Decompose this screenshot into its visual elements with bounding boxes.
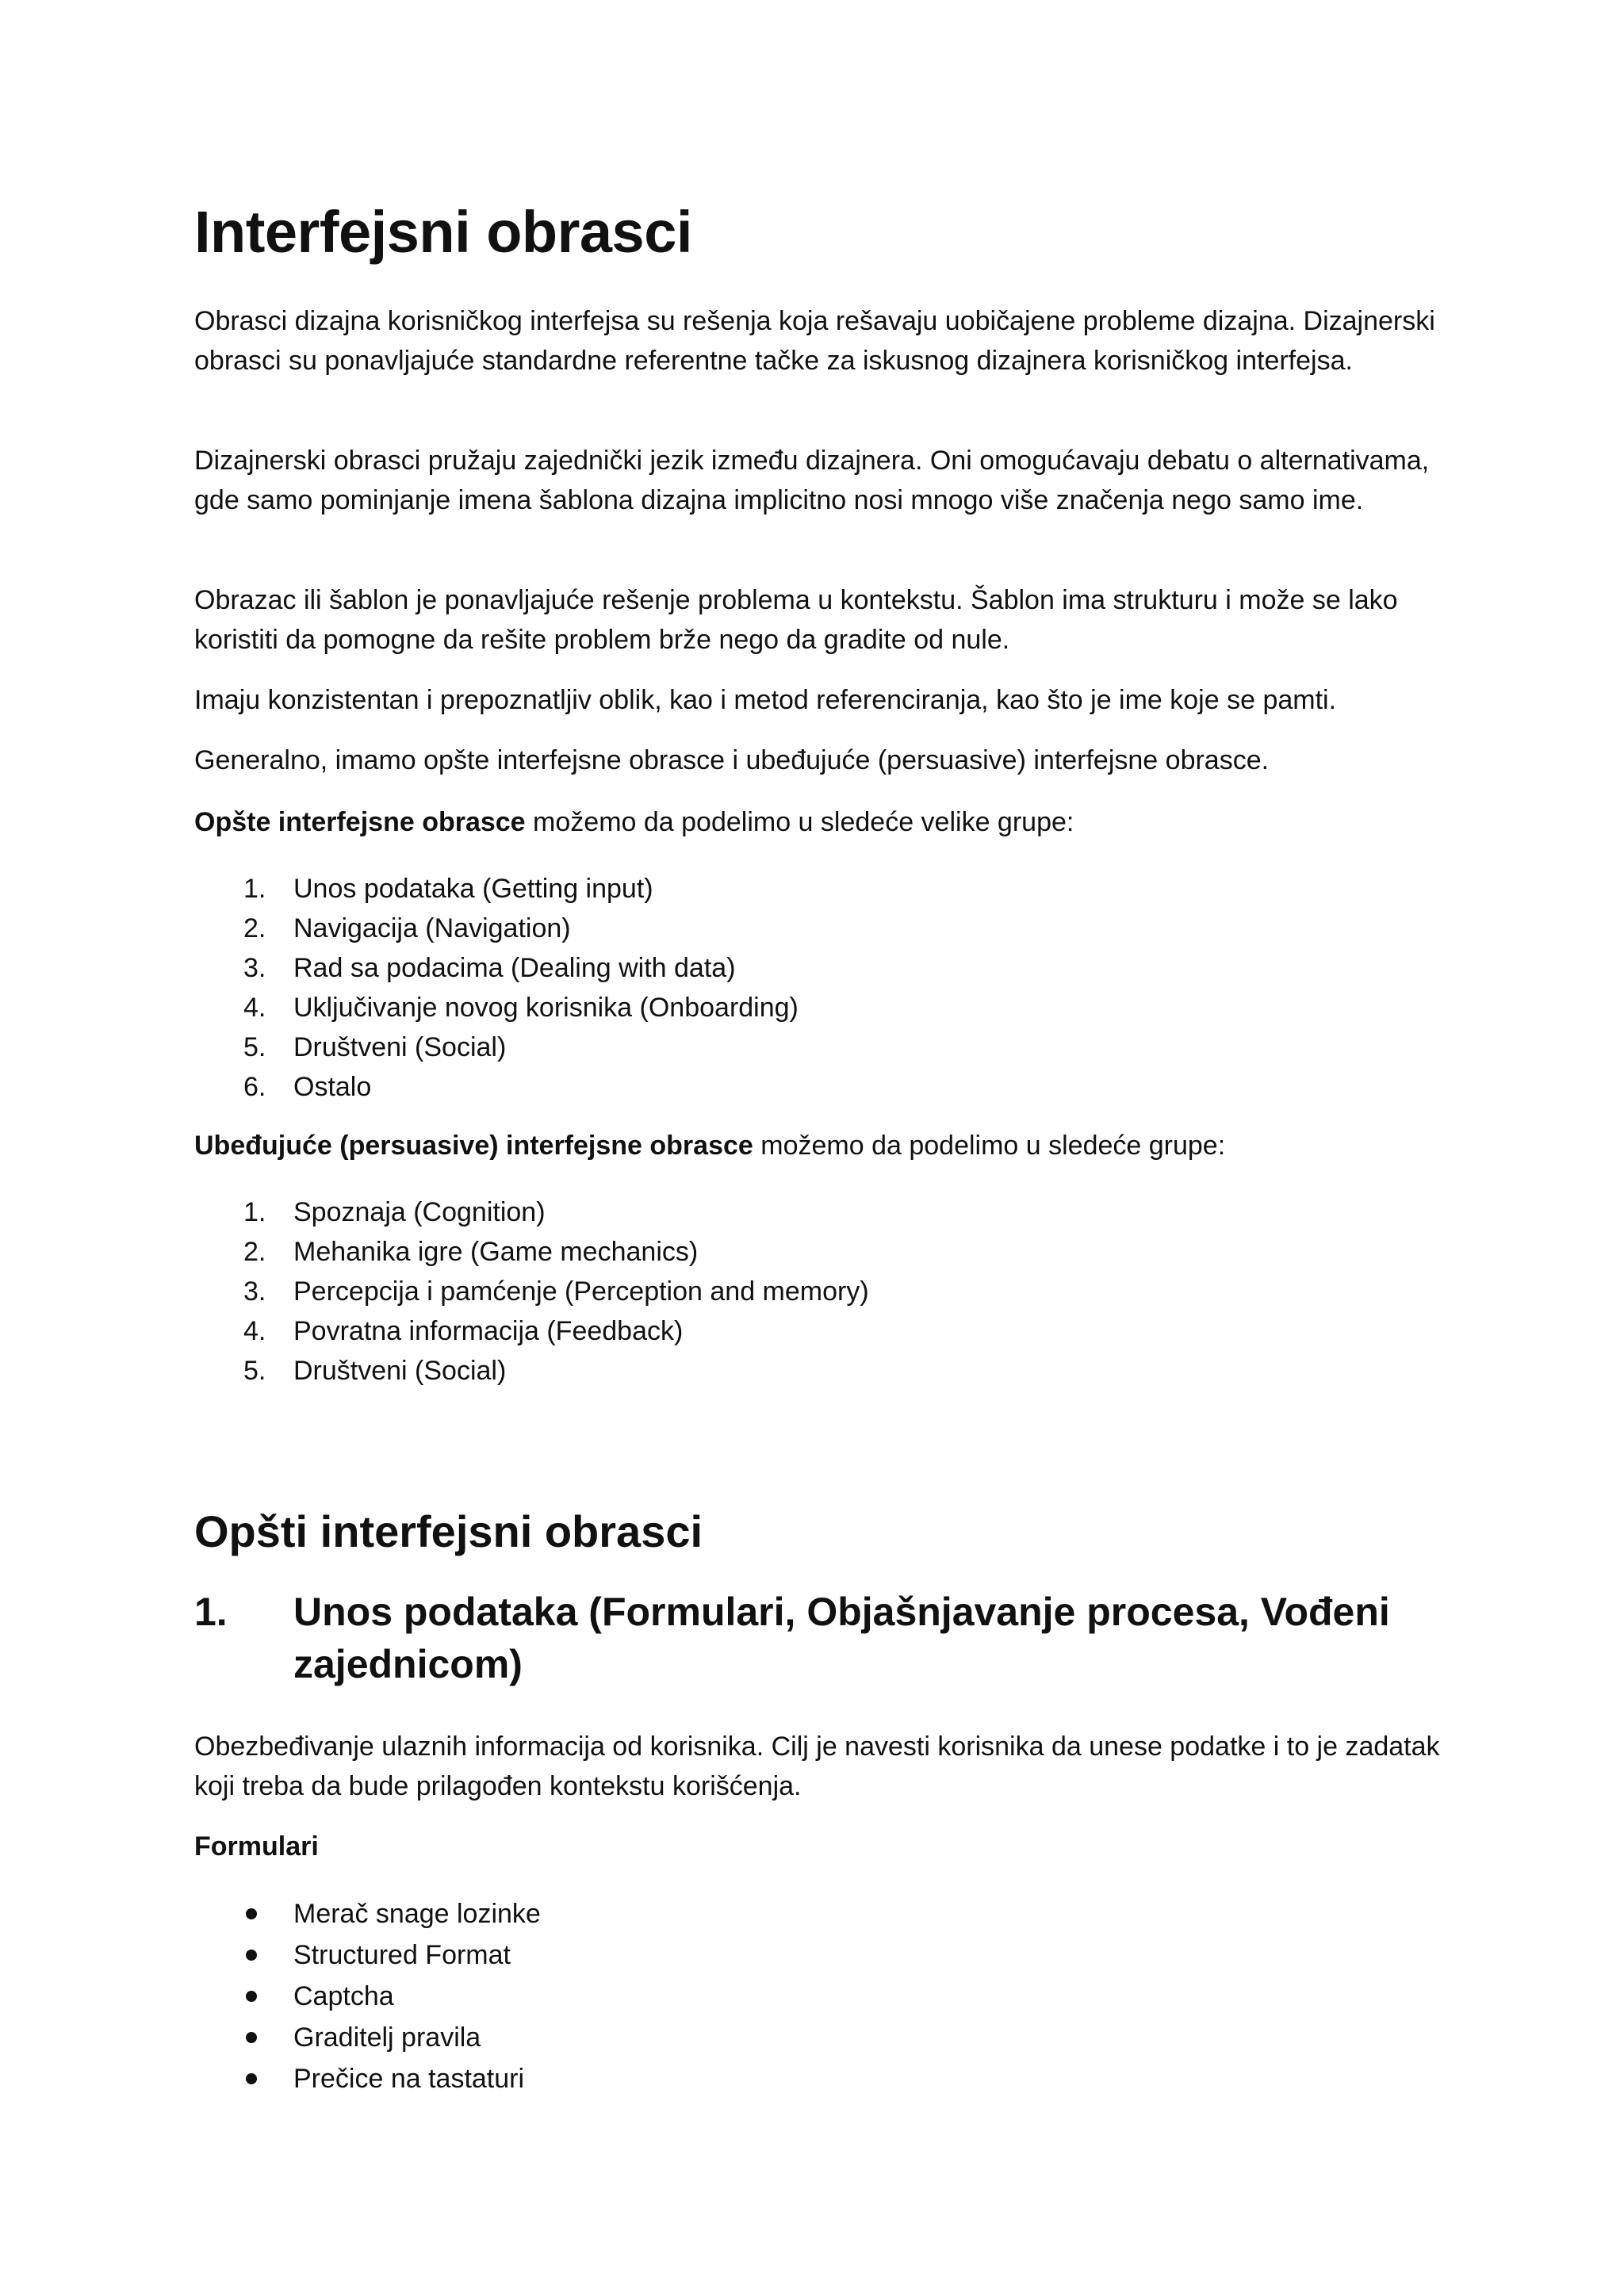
intro-paragraph-2: Dizajnerski obrasci pružaju zajednički jezik između dizajnera. Oni omogućavaju debatu o alternativama, gde samo pominjanje imena šablona dizajna implicitno nosi mnogo više značenja nego samo ime.: [194, 446, 1430, 515]
subsection-number: 1.: [194, 1590, 228, 1634]
list-item: [194, 2017, 541, 2058]
list-item-label: Captcha: [293, 1981, 394, 2011]
list-item-label: Društveni (Social): [293, 1032, 507, 1062]
intro-paragraph-4: Imaju konzistentan i prepoznatljiv oblik, kao i metod referenciranja, kao što je ime koje se pamti.: [194, 685, 1337, 715]
persuasive-groups-list: [194, 1192, 869, 1391]
list-item-label: Rad sa podacima (Dealing with data): [293, 953, 736, 983]
list-item: [194, 1272, 869, 1311]
general-patterns-intro-rest: možemo da podelimo u sledeće velike grupe:: [525, 807, 1074, 837]
list-number: 1.: [243, 874, 266, 904]
list-item-label: Mehanika igre (Game mechanics): [293, 1237, 699, 1267]
list-item: [194, 1934, 541, 1976]
document-page: [194, 0, 1447, 2296]
list-item-label: Navigacija (Navigation): [293, 913, 571, 943]
list-number: 4.: [243, 993, 266, 1023]
list-item: [194, 948, 799, 988]
list-number: 3.: [243, 953, 266, 983]
persuasive-patterns-term: Ubeđujuće (persuasive) interfejsne obrasce: [194, 1131, 753, 1161]
list-item: [194, 869, 799, 909]
list-item: [194, 1232, 869, 1272]
subsection-paragraph: Obezbeđivanje ulaznih informacija od korisnika. Cilj je navesti korisnika da unese podatke i to je zadatak koji treba da bude prilagođen kontekstu korišćenja.: [194, 1732, 1440, 1801]
list-item: [194, 1027, 799, 1067]
general-groups-list: [194, 869, 799, 1107]
list-number: 4.: [243, 1316, 266, 1346]
list-number: 5.: [243, 1032, 266, 1062]
list-number: 6.: [243, 1072, 266, 1102]
bullet-icon: [246, 1908, 257, 1919]
persuasive-patterns-intro-rest: možemo da podelimo u sledeće grupe:: [753, 1131, 1226, 1161]
list-number: 2.: [243, 1237, 266, 1267]
list-item-label: Prečice na tastaturi: [293, 2064, 525, 2094]
bullet-icon: [246, 1991, 257, 2002]
list-item-label: Unos podataka (Getting input): [293, 874, 653, 904]
list-item-label: Spoznaja (Cognition): [293, 1197, 546, 1227]
subsection-title: [194, 1586, 1447, 1690]
list-item: [194, 1351, 869, 1391]
list-number: 5.: [243, 1356, 266, 1386]
list-item: [194, 1311, 869, 1351]
list-number: 1.: [243, 1197, 266, 1227]
list-item: [194, 1067, 799, 1107]
section-title: Opšti interfejsni obrasci: [194, 1506, 703, 1556]
list-item-label: Percepcija i pamćenje (Perception and memory): [293, 1276, 869, 1307]
list-item: [194, 2058, 541, 2099]
intro-paragraph-3: Obrazac ili šablon je ponavljajuće rešenje problema u kontekstu. Šablon ima strukturu i može se lako koristiti da pomogne da rešite problem brže nego da gradite od nule.: [194, 585, 1398, 655]
subsection-title-text: Unos podataka (Formulari, Objašnjavanje procesa, Vođeni zajednicom): [293, 1590, 1390, 1686]
persuasive-patterns-intro: [194, 1126, 1447, 1165]
list-item-label: Povratna informacija (Feedback): [293, 1316, 684, 1346]
intro-paragraph-1: Obrasci dizajna korisničkog interfejsa su rešenja koja rešavaju uobičajene probleme dizajna. Dizajnerski obrasci su ponavljajuće standardne referentne tačke za iskusnog dizajnera korisničkog interfejsa.: [194, 306, 1435, 376]
forms-list: [194, 1893, 541, 2099]
list-number: 2.: [243, 913, 266, 943]
list-item: [194, 909, 799, 948]
bullet-icon: [246, 1950, 257, 1961]
general-patterns-intro: [194, 802, 1447, 842]
list-item-label: Ostalo: [293, 1072, 372, 1102]
list-item: [194, 1976, 541, 2017]
list-item-label: Uključivanje novog korisnika (Onboarding): [293, 993, 799, 1023]
page-title: Interfejsni obrasci: [194, 199, 692, 265]
list-item: [194, 1192, 869, 1232]
list-item: [194, 988, 799, 1027]
list-number: 3.: [243, 1276, 266, 1307]
list-item: [194, 1893, 541, 1934]
forms-heading: Formulari: [194, 1831, 319, 1862]
intro-paragraph-5: Generalno, imamo opšte interfejsne obrasce i ubeđujuće (persuasive) interfejsne obrasce.: [194, 745, 1270, 775]
general-patterns-term: Opšte interfejsne obrasce: [194, 807, 526, 837]
list-item-label: Društveni (Social): [293, 1356, 507, 1386]
list-item-label: Graditelj pravila: [293, 2022, 481, 2053]
list-item-label: Merač snage lozinke: [293, 1899, 541, 1929]
list-item-label: Structured Format: [293, 1940, 511, 1970]
bullet-icon: [246, 2073, 257, 2084]
bullet-icon: [246, 2032, 257, 2043]
